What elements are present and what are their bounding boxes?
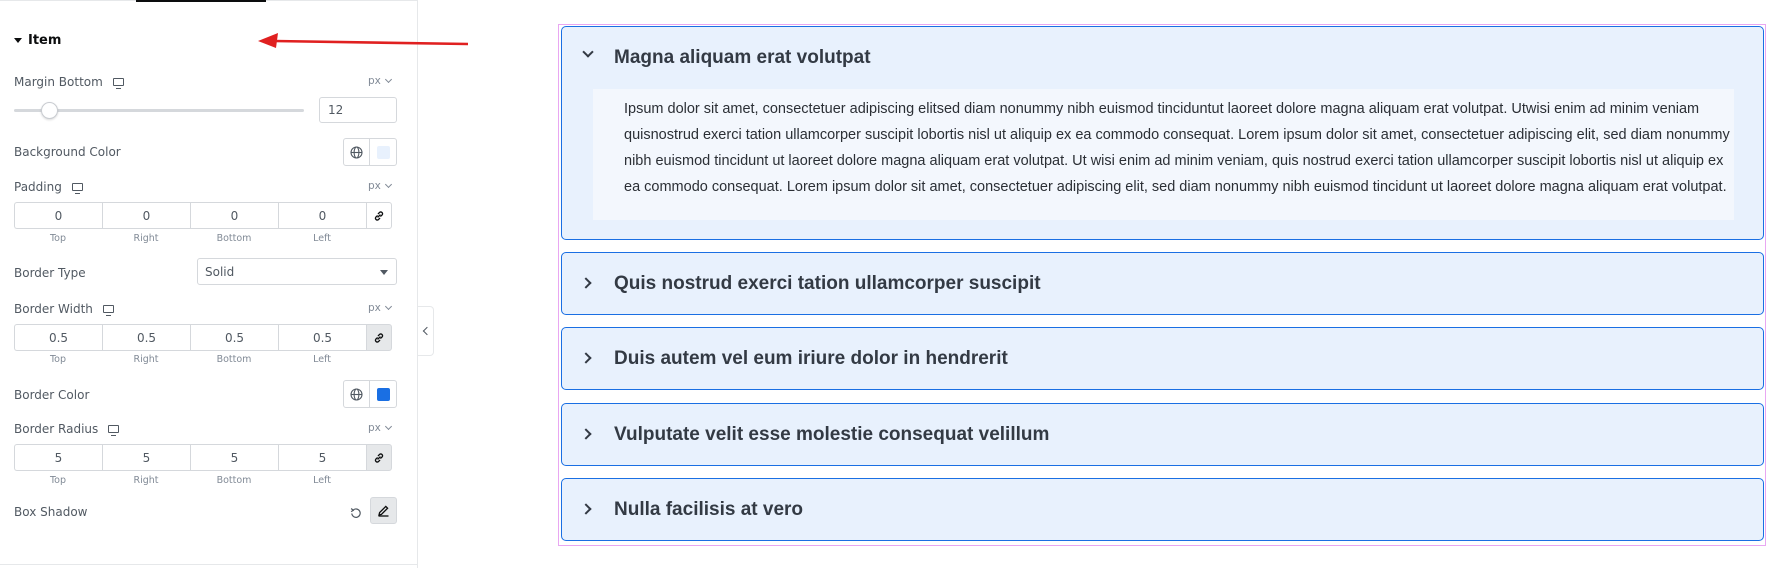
box-shadow-label: Box Shadow [14,505,88,519]
padding-left-input[interactable]: 0 [278,202,366,229]
globe-icon[interactable] [344,381,370,407]
caret-down-icon [380,270,388,275]
monitor-icon[interactable] [113,78,124,86]
unit-value: px [368,75,381,87]
unit-value: px [368,302,381,314]
dim-label-top: Top [49,475,67,486]
border-width-bottom-input[interactable]: 0.5 [190,324,278,351]
border-radius-dimensions [14,444,396,471]
border-radius-bottom-input[interactable]: 5 [190,444,278,471]
unit-value: px [368,180,381,192]
chevron-right-icon [580,428,591,439]
border-radius-dimension-labels [14,475,366,486]
edit-box-shadow-button[interactable] [370,497,397,524]
unit-selector[interactable] [368,302,391,314]
monitor-icon[interactable] [72,183,83,191]
accordion-item[interactable] [561,252,1764,315]
chevron-down-icon [385,423,392,430]
accordion-item[interactable] [561,327,1764,390]
background-color-label: Background Color [14,145,121,159]
section-toggle-item[interactable] [14,33,61,48]
border-radius-top-input[interactable]: 5 [14,444,102,471]
margin-bottom-label [14,75,124,89]
border-color-label: Border Color [14,388,90,402]
active-tab-indicator [136,0,266,2]
accordion-item[interactable] [561,403,1764,466]
padding-bottom-input[interactable]: 0 [190,202,278,229]
border-width-top-input[interactable]: 0.5 [14,324,102,351]
dim-label-top: Top [49,233,67,244]
dim-label-bottom: Bottom [216,475,252,486]
border-color-control[interactable] [343,380,397,408]
accordion-title[interactable]: Vulputate velit esse molestie consequat velillum [614,424,1050,445]
chevron-down-icon [385,303,392,310]
border-type-select[interactable] [197,258,397,285]
accordion-title[interactable]: Quis nostrud exerci tation ullamcorper suscipit [614,273,1041,294]
padding-dimension-labels [14,233,366,244]
border-width-left-input[interactable]: 0.5 [278,324,366,351]
border-type-label: Border Type [14,266,86,280]
annotation-arrow [258,30,470,54]
accordion-title[interactable]: Magna aliquam erat volutpat [614,47,871,68]
color-swatch [377,388,390,401]
slider-handle[interactable] [41,102,58,119]
padding-top-input[interactable]: 0 [14,202,102,229]
chevron-right-icon [580,277,591,288]
margin-bottom-label-text: Margin Bottom [14,75,103,89]
padding-right-input[interactable]: 0 [102,202,190,229]
border-radius-left-input[interactable]: 5 [278,444,366,471]
unit-selector[interactable] [368,180,391,192]
dim-label-left: Left [313,233,331,244]
accordion-title[interactable]: Duis autem vel eum iriure dolor in hendrerit [614,348,1008,369]
link-icon[interactable] [366,324,392,351]
link-icon[interactable] [366,202,392,229]
unit-selector[interactable] [368,75,391,87]
caret-down-icon [14,38,22,43]
border-width-right-input[interactable]: 0.5 [102,324,190,351]
border-radius-label [14,422,119,436]
accordion-item[interactable] [561,478,1764,541]
padding-label [14,180,83,194]
chevron-right-icon [580,503,591,514]
color-swatch [377,146,390,159]
dim-label-left: Left [313,354,331,365]
background-color-swatch[interactable] [370,139,396,165]
border-type-value: Solid [205,264,235,279]
pencil-icon [377,504,390,517]
dim-label-bottom: Bottom [216,233,252,244]
padding-dimensions [14,202,396,229]
border-width-label-text: Border Width [14,302,93,316]
reset-icon[interactable] [350,504,362,516]
dim-label-left: Left [313,475,331,486]
padding-label-text: Padding [14,180,62,194]
chevron-down-icon [385,181,392,188]
border-width-dimension-labels [14,354,366,365]
accordion-title[interactable]: Nulla facilisis at vero [614,499,804,520]
chevron-left-icon [423,327,431,335]
margin-bottom-input[interactable]: 12 [319,97,397,123]
monitor-icon[interactable] [108,425,119,433]
border-width-dimensions [14,324,396,351]
chevron-down-icon [582,46,593,57]
accordion-item[interactable] [561,26,1764,240]
section-title: Item [28,33,62,48]
dim-label-right: Right [133,354,159,365]
border-radius-right-input[interactable]: 5 [102,444,190,471]
unit-value: px [368,422,381,434]
dim-label-right: Right [133,475,159,486]
dim-label-right: Right [133,233,159,244]
background-color-control[interactable] [343,138,397,166]
chevron-down-icon [385,76,392,83]
chevron-right-icon [580,352,591,363]
border-radius-label-text: Border Radius [14,422,99,436]
unit-selector[interactable] [368,422,391,434]
dim-label-bottom: Bottom [216,354,252,365]
globe-icon[interactable] [344,139,370,165]
link-icon[interactable] [366,444,392,471]
collapse-panel-button[interactable] [418,306,434,356]
border-width-label [14,302,114,316]
style-panel [0,0,418,568]
accordion-content: Ipsum dolor sit amet, consectetuer adipiscing elitsed diam nonummy nibh euismod tinciduntut laoreet dolore magna aliquam erat volutpat. Utwisi enim ad minim veniam quisnostrud exerci tation ullamcorper suscipit lobortis nisl ut aliquip ex ea commodo consequat. Lorem ipsum dolor sit amet, consectetuer adipiscing elit, sed diam nonummy nibh euismod tincidunt ut laoreet dolore magna aliquam erat volutpat. Ut wisi enim ad minim veniam, quis nostrud exerci tation ullamcorper suscipit lobortis nisl ut aliquip ex ea commodo consequat. Lorem ipsum dolor sit amet, consectetuer adipiscing elit, sed diam nonummy nibh euismod tincidunt ut laoreet dolore magna aliquam erat volutpat. [593,89,1734,220]
dim-label-top: Top [49,354,67,365]
border-color-swatch[interactable] [370,381,396,407]
panel-bottom-border [0,564,418,565]
monitor-icon[interactable] [103,305,114,313]
